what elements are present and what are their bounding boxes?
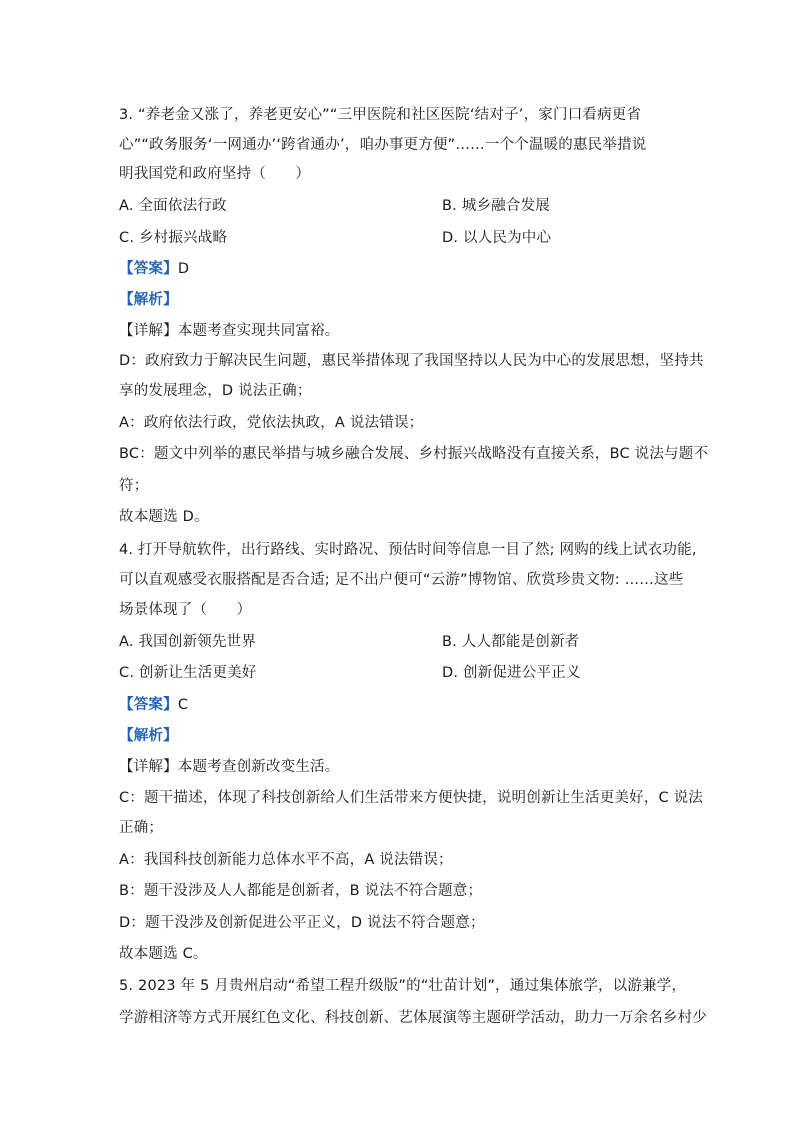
q3-analysis-tag: 【解析】	[119, 292, 178, 308]
q4-option-c: C. 创新让生活更美好	[119, 665, 257, 681]
q4-explanation-line-2: 正确；	[119, 820, 164, 836]
q3-explanation-line-5: 符；	[119, 478, 149, 494]
q4-stem-line-2: 可以直观感受衣服搭配是否合适; 足不出户便可“云游”博物馆、欣赏珍贵文物: ……这些	[119, 572, 684, 588]
q4-explanation-line-6: 故本题选 C。	[119, 946, 208, 962]
q3-answer-row	[119, 259, 679, 279]
q3-analysis-row	[119, 290, 679, 310]
q3-explanation-line-1: D：政府致力于解决民生问题，惠民举措体现了我国坚持以人民为中心的发展思想，坚持共	[119, 353, 704, 369]
q3-explanation-line-4: BC：题文中列举的惠民举措与城乡融合发展、乡村振兴战略没有直接关系，BC 说法与题不	[119, 446, 709, 462]
q3-stem-line-1: 3. “养老金又涨了，养老更安心”“三甲医院和社区医院‘结对子’，家门口看病更省	[119, 107, 642, 123]
q4-detail-row	[119, 757, 679, 777]
q3-stem-line-2: 心”“政务服务‘一网通办’‘跨省通办’，咱办事更方便”……一个个温暖的惠民举措说	[119, 137, 647, 153]
q3-stem-line-3: 明我国党和政府坚持（ ）	[119, 166, 311, 182]
q4-stem-line-1: 4. 打开导航软件，出行路线、实时路况、预估时间等信息一目了然; 网购的线上试衣功能,	[119, 542, 697, 558]
q4-detail-text: 本题考查创新改变生活。	[177, 759, 340, 775]
q4-analysis-tag: 【解析】	[119, 728, 178, 744]
q3-detail-text: 本题考查实现共同富裕。	[177, 323, 340, 339]
q4-option-d: D. 创新促进公平正义	[442, 665, 581, 681]
q3-detail-row	[119, 321, 679, 341]
q3-answer-value: D	[177, 261, 190, 277]
q5-stem-line-2: 学游相济等方式开展红色文化、科技创新、艺体展演等主题研学活动，助力一万余名乡村少	[119, 1010, 707, 1026]
q4-answer-tag: 【答案】	[119, 697, 178, 713]
q4-detail-tag: 【详解】	[119, 759, 178, 775]
q3-detail-tag: 【详解】	[119, 323, 178, 339]
q4-stem-line-3: 场景体现了（ ）	[119, 602, 252, 618]
q3-option-a: A. 全面依法行政	[119, 198, 227, 214]
q3-option-b: B. 城乡融合发展	[442, 198, 550, 214]
q3-option-c: C. 乡村振兴战略	[119, 230, 228, 246]
q3-explanation-line-3: A：政府依法行政，党依法执政，A 说法错误；	[119, 415, 424, 431]
q5-stem-line-1: 5. 2023 年 5 月贵州启动“希望工程升级版”的“壮苗计划”，通过集体旅学，以游兼学，	[119, 978, 687, 994]
q4-option-a: A. 我国创新领先世界	[119, 634, 257, 650]
q4-explanation-line-1: C：题干描述，体现了科技创新给人们生活带来方便快捷，说明创新让生活更美好，C 说法	[119, 790, 704, 806]
q4-explanation-line-4: B：题干没涉及人人都能是创新者，B 说法不符合题意；	[119, 883, 483, 899]
q4-explanation-line-5: D：题干没涉及创新促进公平正义，D 说法不符合题意；	[119, 915, 485, 931]
q3-explanation-line-6: 故本题选 D。	[119, 509, 209, 525]
q3-answer-tag: 【答案】	[119, 261, 178, 277]
q4-answer-value: C	[177, 697, 189, 713]
q4-analysis-row	[119, 726, 679, 746]
q3-explanation-line-2: 享的发展理念，D 说法正确；	[119, 383, 312, 399]
q3-option-d: D. 以人民为中心	[442, 230, 552, 246]
q4-option-b: B. 人人都能是创新者	[442, 634, 580, 650]
q4-explanation-line-3: A：我国科技创新能力总体水平不高，A 说法错误；	[119, 852, 453, 868]
q4-answer-row	[119, 695, 679, 715]
